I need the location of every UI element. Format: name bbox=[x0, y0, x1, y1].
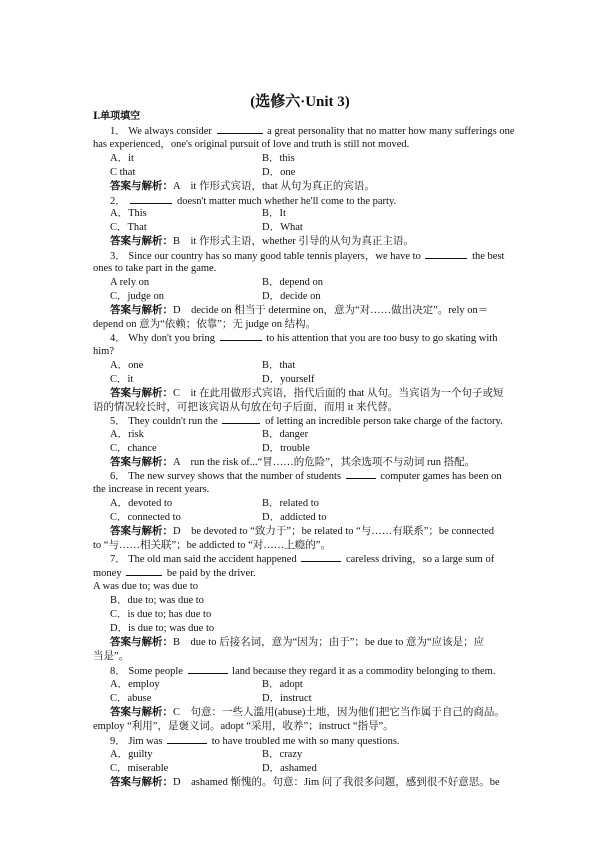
answer-analysis: 答案与解析：C 句意：一些人滥用(abuse)土地，因为他们把它当作属于自己的商品。 bbox=[110, 707, 505, 718]
page-title: (选修六·Unit 3) bbox=[250, 94, 350, 110]
option-b: B．danger bbox=[262, 429, 309, 440]
section-heading: Ⅰ.单项填空 bbox=[93, 111, 141, 122]
option-c: C．abuse bbox=[110, 693, 152, 704]
answer-analysis-cont: 当是”。 bbox=[93, 651, 130, 662]
option-a: A．one bbox=[110, 360, 144, 371]
option-d: D．ashamed bbox=[262, 763, 317, 774]
question-1-stem: 1． We always consider a great personality that no matter how many sufferings one bbox=[110, 126, 515, 137]
question-6-stem: 6． The new survey shows that the number of students computer games has been on bbox=[110, 471, 502, 482]
answer-analysis: 答案与解析：C it 在此用做形式宾语，指代后面的 that 从句。当宾语为一个句子或短 bbox=[110, 388, 504, 399]
question-6-stem-cont: the increase in recent years. bbox=[93, 484, 210, 495]
question-7-stem: 7． The old man said the accident happened careless driving，so a large sum of bbox=[110, 554, 495, 565]
answer-analysis: 答案与解析：B it 作形式主语，whether 引导的从句为真正主语。 bbox=[110, 236, 414, 247]
answer-analysis-cont: to “与……相关联”；be addicted to “对……上瘾的”。 bbox=[93, 540, 331, 551]
option-a: A．it bbox=[110, 153, 134, 164]
option-a: A was due to; was due to bbox=[93, 581, 198, 592]
option-a: A．employ bbox=[110, 679, 160, 690]
answer-blank bbox=[220, 331, 262, 341]
option-b: B．this bbox=[262, 153, 295, 164]
answer-analysis: 答案与解析：D be devoted to “致力于”；be related to “与……有联系”；be connected bbox=[110, 526, 495, 537]
question-9-stem: 9． Jim was to have troubled me with so many questions. bbox=[110, 736, 400, 747]
option-a: A．This bbox=[110, 208, 147, 219]
answer-blank bbox=[167, 734, 207, 744]
option-b: B．depend on bbox=[262, 277, 323, 288]
option-d: D．instruct bbox=[262, 693, 312, 704]
option-d: D．one bbox=[262, 167, 296, 178]
option-b: B．due to; was due to bbox=[110, 595, 204, 606]
answer-analysis-cont: depend on 意为“依赖；依靠”；无 judge on 结构。 bbox=[93, 319, 317, 330]
question-7-stem-cont: money be paid by the driver. bbox=[93, 568, 256, 579]
option-a: A rely on bbox=[110, 277, 150, 288]
answer-analysis: 答案与解析：D ashamed 惭愧的。句意：Jim 问了我很多问题，感到很不好意思。be bbox=[110, 777, 500, 788]
option-b: B．related to bbox=[262, 498, 319, 509]
question-8-stem: 8． Some people land because they regard it as a commodity belonging to them. bbox=[110, 666, 496, 677]
option-d: D．addicted to bbox=[262, 512, 327, 523]
question-3-stem: 3． Since our country has so many good table tennis players，we have to the best bbox=[110, 251, 505, 262]
answer-analysis: 答案与解析：A it 作形式宾语，that 从句为真正的宾语。 bbox=[110, 181, 375, 192]
answer-blank bbox=[425, 249, 467, 259]
answer-analysis-cont: employ “利用”，是褒义词。adopt “采用，收养”；instruct “指导”。 bbox=[93, 721, 394, 732]
answer-blank bbox=[222, 414, 260, 424]
option-b: B．crazy bbox=[262, 749, 303, 760]
option-a: A．guilty bbox=[110, 749, 153, 760]
option-c: C．judge on bbox=[110, 291, 164, 302]
answer-analysis: 答案与解析：B due to 后接名词，意为“因为；由于”；be due to 意为“应该是；应 bbox=[110, 637, 485, 648]
answer-blank bbox=[126, 566, 162, 576]
option-c: C．is due to; has due to bbox=[110, 609, 212, 620]
answer-blank bbox=[301, 552, 341, 562]
answer-blank bbox=[217, 124, 263, 134]
option-b: B．adopt bbox=[262, 679, 303, 690]
option-c: C．it bbox=[110, 374, 134, 385]
answer-blank bbox=[346, 469, 376, 479]
answer-analysis-cont: 语的情况较长时，可把该宾语从句放在句子后面，而用 it 来代替。 bbox=[93, 402, 399, 413]
option-d: D．yourself bbox=[262, 374, 315, 385]
option-c: C．chance bbox=[110, 443, 157, 454]
option-d: D．What bbox=[262, 222, 303, 233]
option-c: C．connected to bbox=[110, 512, 181, 523]
option-a: A．devoted to bbox=[110, 498, 173, 509]
answer-analysis: 答案与解析：D decide on 相当于 determine on，意为“对……做出决定”。rely on＝ bbox=[110, 305, 489, 316]
question-4-stem: 4． Why don't you bring to his attention that you are too busy to go skating with bbox=[110, 333, 498, 344]
question-1-stem-cont: has experienced，one's original pursuit of love and truth is still not moved. bbox=[93, 139, 410, 150]
option-b: B．It bbox=[262, 208, 286, 219]
answer-analysis: 答案与解析：A run the risk of...“冒……的危险”，其余选项不与动词 run 搭配。 bbox=[110, 457, 476, 468]
option-c: C that bbox=[110, 167, 136, 178]
question-3-stem-cont: ones to take part in the game. bbox=[93, 263, 217, 274]
option-c: C．That bbox=[110, 222, 147, 233]
question-5-stem: 5． They couldn't run the of letting an incredible person take charge of the factory. bbox=[110, 416, 503, 427]
answer-blank bbox=[130, 194, 172, 204]
option-d: D．is due to; was due to bbox=[110, 623, 215, 634]
option-d: D．trouble bbox=[262, 443, 310, 454]
option-c: C．miserable bbox=[110, 763, 169, 774]
option-b: B．that bbox=[262, 360, 296, 371]
question-2-stem: 2． doesn't matter much whether he'll come to the party. bbox=[110, 196, 397, 207]
option-d: D．decide on bbox=[262, 291, 321, 302]
option-a: A．risk bbox=[110, 429, 144, 440]
answer-blank bbox=[188, 664, 228, 674]
question-4-stem-cont: him? bbox=[93, 346, 114, 357]
